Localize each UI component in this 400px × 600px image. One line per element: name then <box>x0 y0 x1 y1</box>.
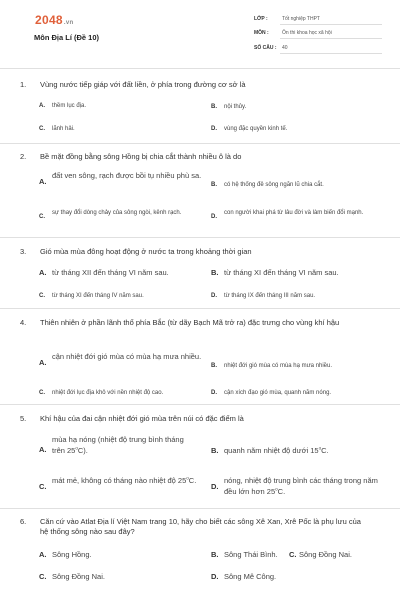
extra-option-text: Sông Đồng Nai. <box>299 550 352 559</box>
question-divider <box>0 508 400 509</box>
question-number: 3. <box>20 247 27 256</box>
header-divider <box>0 68 400 69</box>
info-value: Ôn thi khoa học xã hội <box>282 30 332 36</box>
question-divider <box>0 404 400 405</box>
extra-option-label: C. <box>289 550 297 559</box>
question-divider <box>0 308 400 309</box>
info-key: SỐ CÂU : <box>254 45 277 51</box>
question-divider <box>0 237 400 238</box>
question-divider <box>0 143 400 144</box>
question-number: 2. <box>20 152 27 161</box>
info-underline <box>280 38 382 39</box>
question-number: 1. <box>20 80 27 89</box>
info-value: Tốt nghiệp THPT <box>282 16 320 22</box>
question-text: Bề mặt đồng bằng sông Hồng bị chia cắt thành nhiều ô là do <box>40 152 242 161</box>
question-number: 6. <box>20 517 27 526</box>
exam-header <box>0 0 400 62</box>
question-number: 5. <box>20 414 27 423</box>
question-number: 4. <box>20 318 27 327</box>
question-text: Thiên nhiên ở phần lãnh thổ phía Bắc (từ dãy Bạch Mã trở ra) đặc trưng cho vùng khí hậu <box>40 318 340 327</box>
question-text: Vùng nước tiếp giáp với đất liền, ở phía trong đường cơ sở là <box>40 80 246 89</box>
info-value: 40 <box>282 45 288 51</box>
question-text: Căn cứ vào Atlat Địa lí Việt Nam trang 10, hãy cho biết các sông Xê Xan, Xrê Pốc là phụ lưu của hệ thống sông nào sau đây? <box>40 517 361 536</box>
exam-subject-title: Môn Địa Lí (Đề 10) <box>34 33 100 42</box>
info-underline <box>280 53 382 54</box>
info-key: MÔN : <box>254 30 269 36</box>
question-text: Gió mùa mùa đông hoạt động ở nước ta trong khoảng thời gian <box>40 247 252 256</box>
info-underline <box>280 24 382 25</box>
exam-page: 2048.vn Môn Địa Lí (Đề 10) LỚP : Tốt nghiệp THPT MÔN : Ôn thi khoa học xã hội SỐ CÂU : 40 1. Vùng nước tiếp giáp với đất liền, ở phía trong đường cơ sở là A. thềm lục địa. B. nội thủy. C. lãnh hải. D. vùng đặc quyền kinh tế. 2. Bề mặt đồng bằng sông Hồng bị chia cắt thành nhiều ô là do A. đất ven sông, rạch được bồi tụ nhiều phù sa. B. có hệ thống đê sông ngăn lũ chia cắt. C. sự thay đổi dòng chảy của sông ngòi, kênh rạch. D. con người khai phá từ lâu đời và làm biến đổi mạnh. 3. Gió mùa mùa đông hoạt động ở nước ta trong khoảng thời gian A. từ tháng XII đến tháng VI năm sau. B. từ tháng XI đến tháng VI năm sau. C. từ tháng XI đến tháng IV năm sau. D. từ tháng IX đến tháng III năm sau. 4. Thiên nhiên ở phần lãnh thổ phía Bắc (từ dãy Bạch Mã trở ra) đặc trưng cho vùng khí hậu A. cận nhiệt đới gió mùa có mùa hạ mưa nhiều. B. nhiệt đới gió mùa có mùa hạ mưa nhiều. C. nhiệt đới lục địa khô với nền nhiệt độ cao. D. cận xích đạo gió mùa, quanh năm nóng. 5. Khí hậu của đai cận nhiệt đới gió mùa trên núi có đặc điểm là A. mùa hạ nóng (nhiệt độ trung bình tháng trên 25$^o$C). B. quanh năm nhiệt độ dưới 15$^o$C. C. mát mẻ, không có tháng nào nhiệt độ 25$^o$C. D. nóng, nhiệt độ trung bình các tháng trong năm đều lớn hơn 25$^o$C. 6. Căn cứ vào Atlat Địa lí Việt Nam trang 10, hãy cho biết các sông Xê Xan, Xrê Pốc là phụ lưu của hệ thống sông nào sau đây? A. Sông Hồng. B. Sông Thái Bình. C. Sông Đồng Nai. C. Sông Đồng Nai. D. Sông Mê Công. <box>0 0 400 600</box>
info-key: LỚP : <box>254 16 268 22</box>
site-logo[interactable]: 2048.vn <box>35 13 74 27</box>
question-text: Khí hậu của đai cận nhiệt đới gió mùa trên núi có đặc điểm là <box>40 414 244 423</box>
